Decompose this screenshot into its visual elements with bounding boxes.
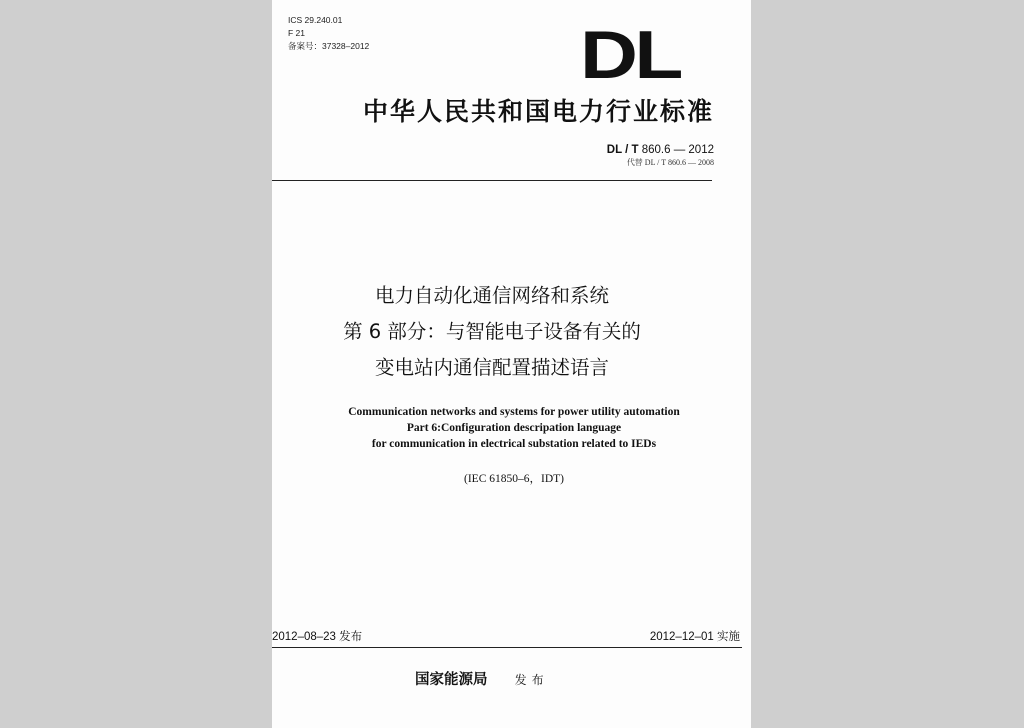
document-page bbox=[272, 0, 751, 728]
class-code: F 21 bbox=[288, 28, 306, 38]
release-date: 2012–08–23 发布 bbox=[272, 631, 363, 643]
standard-code-prefix: DL / T bbox=[606, 144, 639, 156]
replaces-standard: 代替 DL / T 860.6 — 2008 bbox=[626, 158, 714, 167]
english-title-line-3: for communication in electrical substation related to IEDs bbox=[371, 438, 657, 450]
english-title bbox=[272, 404, 751, 452]
chinese-title bbox=[272, 278, 712, 386]
publish-label: 发布 bbox=[514, 673, 549, 687]
chinese-title-line-3: 变电站内通信配置描述语言 bbox=[374, 356, 609, 379]
ics-code: ICS 29.240.01 bbox=[288, 15, 343, 25]
document-meta bbox=[288, 14, 369, 53]
publisher-line bbox=[415, 670, 549, 690]
header-divider bbox=[272, 180, 712, 181]
standard-code-number: 860.6 — 2012 bbox=[641, 144, 714, 156]
record-number: 备案号：37328–2012 bbox=[288, 41, 370, 51]
standard-code bbox=[607, 143, 714, 157]
iec-reference: (IEC 61850–6，IDT) bbox=[464, 473, 564, 485]
chinese-title-line-2: 第 6 部分：与智能电子设备有关的 bbox=[343, 320, 641, 343]
chinese-title-line-1: 电力自动化通信网络和系统 bbox=[374, 284, 609, 307]
standard-title: 中华人民共和国电力行业标准 bbox=[362, 97, 714, 126]
footer-divider bbox=[272, 647, 742, 648]
dl-logo: DL bbox=[580, 17, 680, 93]
implement-date: 2012–12–01 实施 bbox=[649, 631, 740, 643]
english-title-line-1: Communication networks and systems for power utility automation bbox=[348, 406, 680, 418]
publisher-name: 国家能源局 bbox=[415, 671, 488, 688]
english-title-line-2: Part 6:Configuration descripation language bbox=[406, 422, 622, 434]
